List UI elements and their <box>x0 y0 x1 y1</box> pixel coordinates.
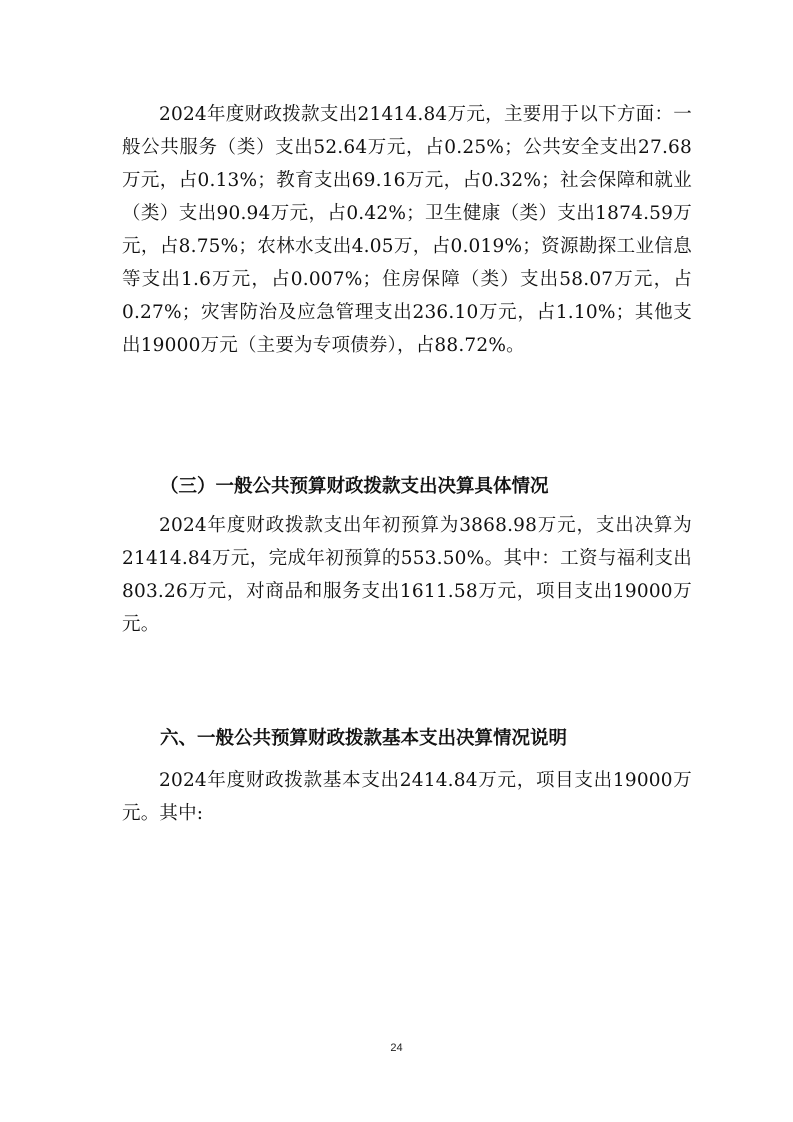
section-heading-6: 六、一般公共预算财政拨款基本支出决算情况说明 <box>160 728 568 749</box>
section-heading-3: （三）一般公共预算财政拨款支出决算具体情况 <box>160 476 549 497</box>
expenditure-summary-paragraph: 2024年度财政拨款支出21414.84万元，主要用于以下方面：一般公共服务（类）支出52.64万元，占0.25%；公共安全支出27.68万元，占0.13%；教育支出69.16万元，占0.32%；社会保障和就业（类）支出90.94万元，占0.42%；卫生健康（类）支出1874.59万元，占8.75%；农林水支出4.05万，占0.019%；资源勘探工业信息等支出1.6万元，占0.007%；住房保障（类）支出58.07万元，占0.27%；灾害防治及应急管理支出236.10万元，占1.10%；其他支出19000万元（主要为专项债券），占88.72%。 <box>122 104 692 356</box>
page-number: 24 <box>390 1042 403 1054</box>
budget-detail-paragraph: 2024年度财政拨款支出年初预算为3868.98万元，支出决算为21414.84万元，完成年初预算的553.50%。其中：工资与福利支出803.26万元，对商品和服务支出1611.58万元，项目支出19000万元。 <box>122 515 692 635</box>
basic-expenditure-paragraph: 2024年度财政拨款基本支出2414.84万元，项目支出19000万元。其中: <box>122 770 692 824</box>
